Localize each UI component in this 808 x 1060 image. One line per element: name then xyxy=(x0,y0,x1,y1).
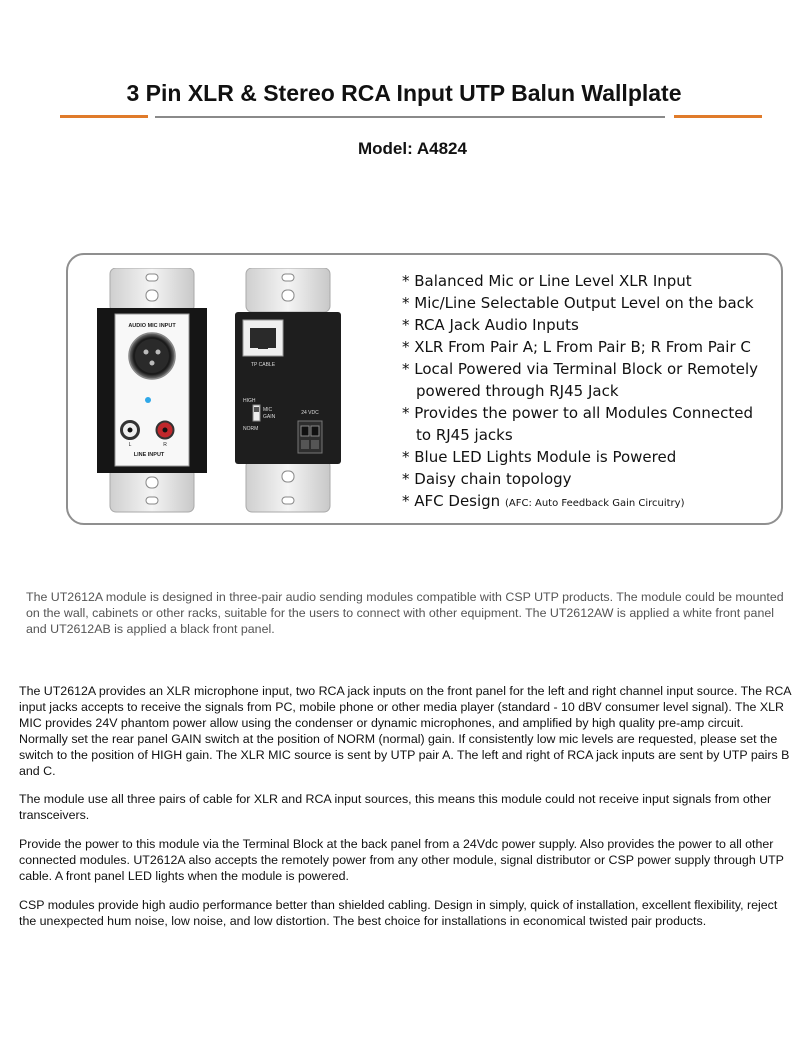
feature-text: * Blue LED Lights Module is Powered xyxy=(402,448,677,466)
rj45-label: TP CABLE xyxy=(250,362,276,368)
title-rule-middle xyxy=(155,116,665,118)
feature-text: * Local Powered via Terminal Block or Remotely xyxy=(402,360,758,378)
feature-item xyxy=(402,468,772,490)
feature-item xyxy=(402,446,772,468)
feature-text: powered through RJ45 Jack xyxy=(416,382,619,400)
switch-gain-label: GAIN xyxy=(263,414,276,420)
rca-left-label: L xyxy=(128,442,132,448)
feature-text: * XLR From Pair A; L From Pair B; R From Pair C xyxy=(402,338,751,356)
feature-text: * Mic/Line Selectable Output Level on the back xyxy=(402,294,754,312)
feature-item xyxy=(402,380,772,402)
feature-item xyxy=(402,270,772,292)
feature-text: * Provides the power to all Modules Connected xyxy=(402,404,753,422)
power-led-icon xyxy=(145,397,151,403)
model-number: Model: A4824 xyxy=(358,139,467,158)
paragraph-inputs: The UT2612A provides an XLR microphone input, two RCA jack inputs on the front panel for the left and right channel input source. The RCA input jacks accepts to receive the signals from PC, mobile phone or other media player (standard - 10 dBV consumer level signal). The XLR MIC provides 24V phantom power allow using the condenser or dynamic microphones, and amplified by high quality pre-amp circuit. Normally set the rear panel GAIN switch at the position of NORM (normal) gain. If consistently low mic levels are requested, please set the switch to the position of HIGH gain. The XLR MIC source is sent by UTP pair A. The left and right of RCA jack inputs are sent by UTP pairs B and C. xyxy=(19,684,791,778)
product-description: The UT2612A module is designed in three-pair audio sending modules compatible with CSP UTP products. The module could be mounted on the wall, cabinets or other racks, suitable for the users to connect with other equipment. The UT2612AW is applied a white front panel and UT2612AB is applied a black front panel. xyxy=(26,590,784,636)
front-top-label: AUDIO MIC INPUT xyxy=(128,323,176,329)
switch-mic-label: MIC xyxy=(263,407,273,413)
title-rule-left xyxy=(60,115,148,118)
rca-right-label: R xyxy=(163,442,167,448)
feature-text: * AFC Design xyxy=(402,492,505,510)
feature-note: (AFC: Auto Feedback Gain Circuitry) xyxy=(504,498,685,509)
feature-item xyxy=(402,424,772,446)
feature-item xyxy=(402,490,772,515)
feature-item xyxy=(402,336,772,358)
front-bottom-label: LINE INPUT xyxy=(133,452,165,458)
feature-text: to RJ45 jacks xyxy=(416,426,513,444)
feature-text: * Daisy chain topology xyxy=(402,470,572,488)
page-title: 3 Pin XLR & Stereo RCA Input UTP Balun Wallplate xyxy=(126,80,682,106)
switch-high-label: HIGH xyxy=(243,398,256,404)
rear-panel-image xyxy=(233,268,343,513)
paragraph-power: Provide the power to this module via the Terminal Block at the back panel from a 24Vdc power supply. Also provides the power to all other connected modules. UT2612A also accepts the remotely power from any other module, signal distributor or CSP power supply through UTP cable. A front panel LED lights when the module is powered. xyxy=(19,837,784,883)
mounting-strap-bottom xyxy=(110,468,194,512)
feature-text: * RCA Jack Audio Inputs xyxy=(402,316,579,334)
paragraph-performance: CSP modules provide high audio performance better than shielded cabling. Design in simply, quick of installation, excellent flexibility, reject the unexpected hum noise, low noise, and low distortion. The best choice for installations in economical twisted pair products. xyxy=(19,898,778,928)
switch-norm-label: NORM xyxy=(243,426,259,432)
title-rule-right xyxy=(674,115,762,118)
feature-item xyxy=(402,358,772,380)
feature-item xyxy=(402,292,772,314)
paragraph-cable-pairs: The module use all three pairs of cable for XLR and RCA input sources, this means this module could not receive input signals from other transceivers. xyxy=(19,792,772,822)
feature-list xyxy=(402,270,772,515)
front-panel-image xyxy=(97,268,207,513)
feature-text: * Balanced Mic or Line Level XLR Input xyxy=(402,272,692,290)
feature-item xyxy=(402,314,772,336)
feature-item xyxy=(402,402,772,424)
power-label: 24 VDC xyxy=(301,410,319,416)
